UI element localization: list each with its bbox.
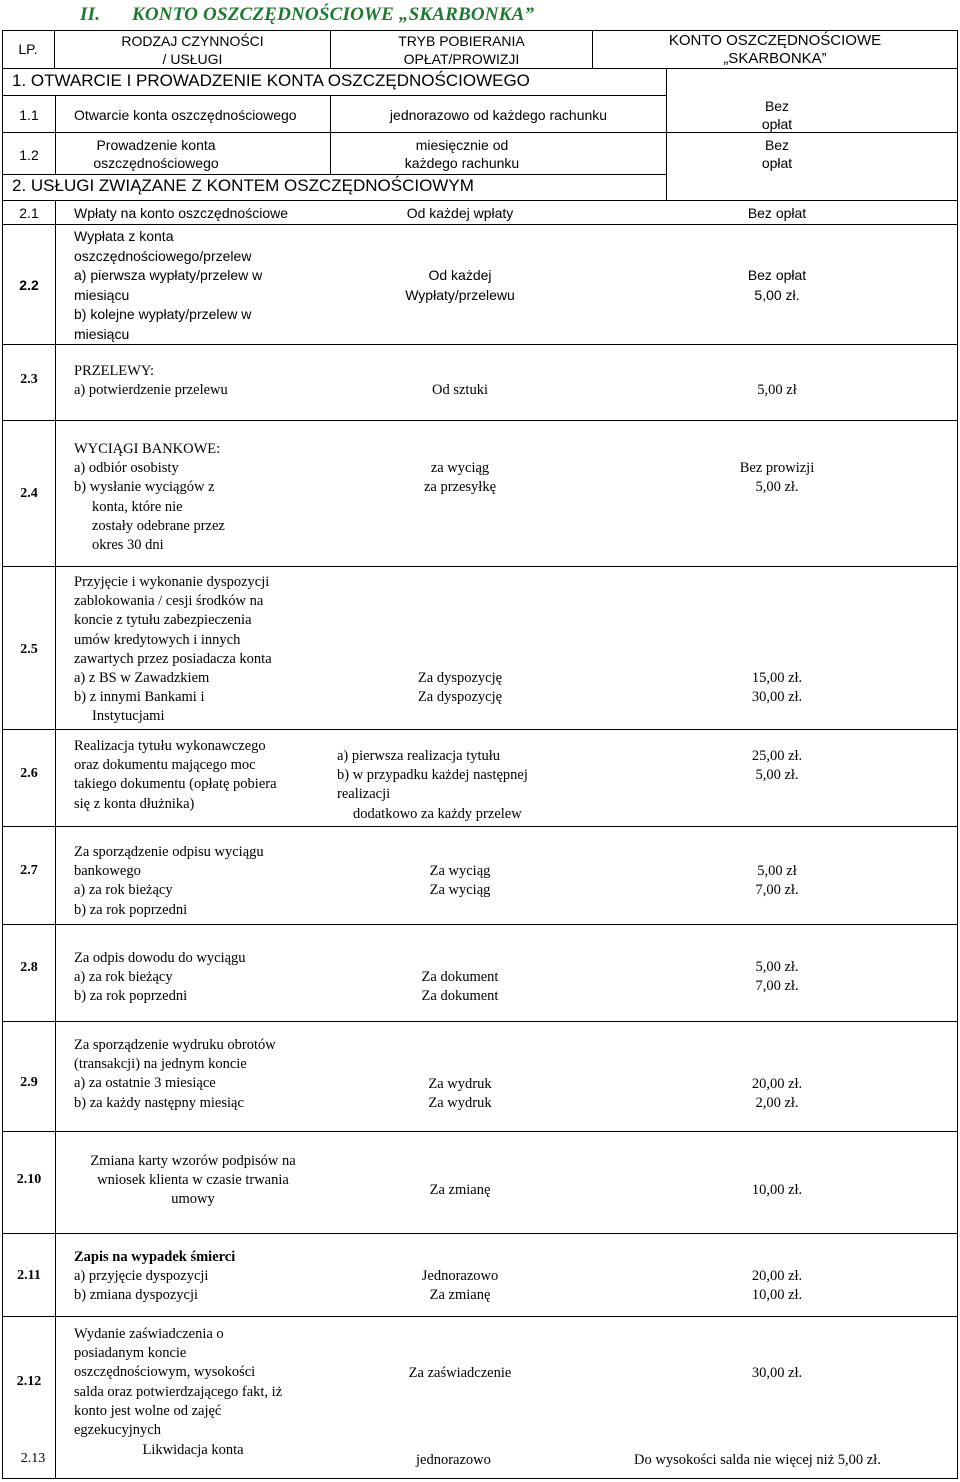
desc-line: a) za rok bieżący [74,969,173,986]
row-2-8-mode [330,968,590,1006]
mode-line: realizacji [337,786,391,803]
row-2-6-desc [74,737,277,814]
header-konto [593,32,957,68]
desc-line: WYCIĄGI BANKOWE: [74,441,221,457]
desc-line: Za odpis dowodu do wyciągu [74,950,246,966]
desc-line: b) wysłanie wyciągów z [74,479,215,496]
row-2-2-mode [330,266,590,305]
desc-line: a) pierwsza wypłaty/przelew w [74,267,263,283]
row-1-2-desc [56,136,256,172]
row-2-5-desc [74,573,272,727]
mode-line: Wypłaty/przelewu [405,286,515,303]
header-tryb-line: TRYB POBIERANIA [398,33,525,49]
desc-line: się z konta dłużnika) [74,795,195,812]
fee-line: 30,00 zł. [751,689,803,706]
mode-line: Jednorazowo [421,1268,499,1284]
row-2-3-fee: 5,00 zł [757,382,797,398]
desc-line: b) za każdy następny miesiąc [74,1094,244,1111]
row-2-13-lp: 2.13 [20,1451,46,1466]
row-2-12-lp: 2.12 [16,1374,42,1389]
desc-line: Zapis na wypadek śmierci [74,1249,236,1265]
row-2-3-desc [74,362,228,400]
row-2-13-fee: Do wysokości salda nie więcej niż 5,00 zł. [634,1452,881,1468]
mode-line: za przesyłkę [423,479,497,496]
header-konto-line: „SKARBONKA” [723,50,827,67]
row-2-3-mode: Od sztuki [432,382,488,398]
desc-line: takiego dokumentu (opłatę pobiera [74,776,277,793]
desc-line: Realizacja tytułu wykonawczego [74,738,266,754]
row-1-1-fee [667,97,887,133]
desc-line: bankowego [74,863,141,880]
desc-line: zablokowania / cesji środków na [74,593,264,610]
mode-line: miesięcznie od [415,137,509,153]
desc-line: salda oraz potwierdzającego fakt, iż [74,1383,283,1400]
row-2-4-desc [74,440,225,555]
row-2-6-mode [337,747,528,824]
row-2-5-lp: 2.5 [20,642,38,657]
desc-line: b) kolejne wypłaty/przelew w [74,306,252,322]
row-2-13-mode: jednorazowo [416,1452,491,1468]
desc-line: Wydanie zaświadczenia o [74,1326,224,1342]
section-title [80,4,534,26]
fee-line: opłat [761,116,793,132]
row-2-1-fee: Bez opłat [747,205,807,221]
fee-line: 5,00 zł. [755,767,799,784]
mode-line: każdego rachunku [404,155,520,171]
mode-line: dodatkowo za każdy przelew [353,805,522,822]
desc-line: b) za rok poprzedni [74,988,188,1005]
fee-line: 5,00 zł. [754,286,800,303]
section-heading: KONTO OSZCZĘDNOŚCIOWE „SKARBONKA” [132,4,535,25]
fee-line: Bez [764,137,790,153]
mode-line: Za wyciąg [429,882,491,899]
mode-line: a) pierwsza realizacja tytułu [337,748,501,764]
desc-line: oraz dokumentu mającego moc [74,757,256,774]
section-1-heading: 1. OTWARCIE I PROWADZENIE KONTA OSZCZĘDNOŚCIOWEGO [12,71,530,90]
desc-line: a) z BS w Zawadzkiem [74,670,210,687]
desc-line: b) za rok poprzedni [74,901,188,918]
desc-line: a) przyjęcie dyspozycji [74,1268,209,1285]
section-2-heading: 2. USŁUGI ZWIĄZANE Z KONTEM OSZCZĘDNOŚCIOWYM [12,176,474,195]
row-2-1-lp: 2.1 [19,205,39,221]
row-2-10-lp: 2.10 [16,1172,42,1187]
desc-line: PRZELEWY: [74,363,155,379]
desc-line: oszczędnościowego/przelew [74,247,252,264]
mode-line: Za wydruk [428,1095,492,1112]
row-2-12-mode: Za zaświadczenie [408,1365,512,1381]
desc-line: a) za ostatnie 3 miesiące [74,1075,216,1092]
row-1-2-fee [667,136,887,172]
desc-line: egzekucyjnych [74,1422,161,1439]
mode-line: Od każdej [428,267,492,283]
row-2-11-fee [667,1267,887,1305]
desc-line: zawartych przez posiadacza konta [74,650,272,667]
row-2-2-desc [74,227,262,344]
desc-line: oszczędnościowym, wysokości [74,1364,256,1381]
row-2-1-desc: Wpłaty na konto oszczędnościowe [74,205,288,221]
row-2-6-lp: 2.6 [20,766,38,781]
row-2-11-lp: 2.11 [17,1268,41,1283]
fee-line: 20,00 zł. [751,1268,803,1284]
row-2-8-fee [667,958,887,996]
desc-line: Prowadzenie konta [96,137,216,153]
header-tryb [331,32,592,68]
header-rodzaj [55,32,330,68]
header-tryb-line: OPŁAT/PROWIZJI [403,51,520,67]
fee-line: 2,00 zł. [755,1095,799,1112]
fee-line: Bez opłat [747,267,807,283]
desc-line: koncie z tytułu zabezpieczenia [74,612,252,629]
desc-line: konta, które nie [92,498,183,515]
fee-line: Bez [764,98,790,114]
mode-line: Za dyspozycję [417,689,503,706]
row-2-8-desc [74,949,246,1007]
row-2-10-desc [56,1152,330,1210]
row-2-9-lp: 2.9 [20,1075,38,1090]
desc-line: a) odbiór osobisty [74,460,179,477]
desc-line: miesiącu [74,325,130,342]
fee-line: 7,00 zł. [755,978,799,995]
desc-line: Zmiana karty wzorów podpisów na [90,1153,296,1169]
row-2-12-fee: 30,00 zł. [751,1365,803,1381]
fee-line: 5,00 zł [757,863,797,879]
header-rodzaj-line: / USŁUGI [162,51,223,67]
mode-line: b) w przypadku każdej następnej [337,767,528,784]
header-lp: LP. [18,41,38,57]
desc-line: okres 30 dni [92,537,164,554]
desc-line: Za sporządzenie odpisu wyciągu [74,844,264,860]
fee-line: opłat [761,155,793,171]
row-2-4-fee [667,459,887,497]
row-2-12-desc [74,1325,282,1440]
header-konto-line: KONTO OSZCZĘDNOŚCIOWE [668,32,882,49]
row-2-10-mode: Za zmianę [429,1182,491,1198]
row-2-2-fee [667,266,887,305]
row-1-2-lp: 1.2 [19,147,39,163]
desc-line: umowy [171,1191,215,1208]
row-2-5-mode [330,669,590,707]
desc-line: miesiącu [74,286,130,303]
desc-line: Za sporządzenie wydruku obrotów [74,1037,276,1053]
mode-line: Za dokument [421,969,499,985]
desc-line: umów kredytowych i innych [74,631,241,648]
mode-line: Za dokument [421,988,499,1005]
desc-line: Przyjęcie i wykonanie dyspozycji [74,574,270,590]
desc-line: a) za rok bieżący [74,882,173,899]
desc-line: a) potwierdzenie przelewu [74,382,228,399]
mode-line: Za wyciąg [429,863,491,879]
fee-line: 5,00 zł. [755,959,799,975]
desc-line: (transakcji) na jednym koncie [74,1056,247,1073]
mode-line: za wyciąg [430,460,490,476]
row-2-4-mode [330,459,590,497]
row-2-6-fee [667,747,887,785]
header-rodzaj-line: RODZAJ CZYNNOŚCI [121,33,264,49]
desc-line: b) z innymi Bankami i [74,689,205,706]
row-2-7-desc [74,843,264,920]
fee-line: 15,00 zł. [751,670,803,686]
mode-line: Za dyspozycję [417,670,503,686]
row-2-9-desc [74,1036,276,1113]
desc-line: posiadanym koncie [74,1345,187,1362]
fee-line: Bez prowizji [739,460,815,476]
row-1-1-lp: 1.1 [19,107,39,123]
row-2-7-fee [667,862,887,900]
section-number: II. [80,4,101,25]
row-2-9-fee [667,1075,887,1113]
fee-line: 5,00 zł. [755,479,799,496]
mode-line: Za wydruk [428,1076,492,1092]
fee-line: 10,00 zł. [751,1287,803,1304]
row-2-2-lp: 2.2 [19,277,39,293]
row-1-1-mode: jednorazowo od każdego rachunku [389,107,608,123]
row-1-1-desc: Otwarcie konta oszczędnościowego [74,107,297,123]
row-2-4-lp: 2.4 [20,486,38,501]
row-2-11-mode [330,1267,590,1305]
desc-line: Wypłata z konta [74,228,174,244]
desc-line: zostały odebrane przez [92,517,225,534]
row-2-3-lp: 2.3 [20,372,38,387]
row-2-13-desc: Likwidacja konta [142,1442,244,1458]
row-2-8-lp: 2.8 [20,960,38,975]
row-2-9-mode [330,1075,590,1113]
row-2-1-mode: Od każdej wpłaty [406,205,514,221]
desc-line: wniosek klienta w czasie trwania [97,1172,289,1189]
row-2-7-mode [330,862,590,900]
row-2-5-fee [667,669,887,707]
row-2-11-desc [74,1248,235,1306]
row-2-7-lp: 2.7 [20,863,38,878]
fee-line: 7,00 zł. [755,882,799,899]
row-1-2-mode [331,136,593,172]
mode-line: Za zmianę [429,1287,491,1304]
fee-line: 20,00 zł. [751,1076,803,1092]
desc-line: b) zmiana dyspozycji [74,1287,199,1304]
desc-line: Instytucjami [92,708,165,725]
desc-line: oszczędnościowego [93,155,219,171]
row-2-10-fee: 10,00 zł. [751,1182,803,1198]
desc-line: konto jest wolne od zajęć [74,1402,222,1419]
fee-line: 25,00 zł. [751,748,803,764]
